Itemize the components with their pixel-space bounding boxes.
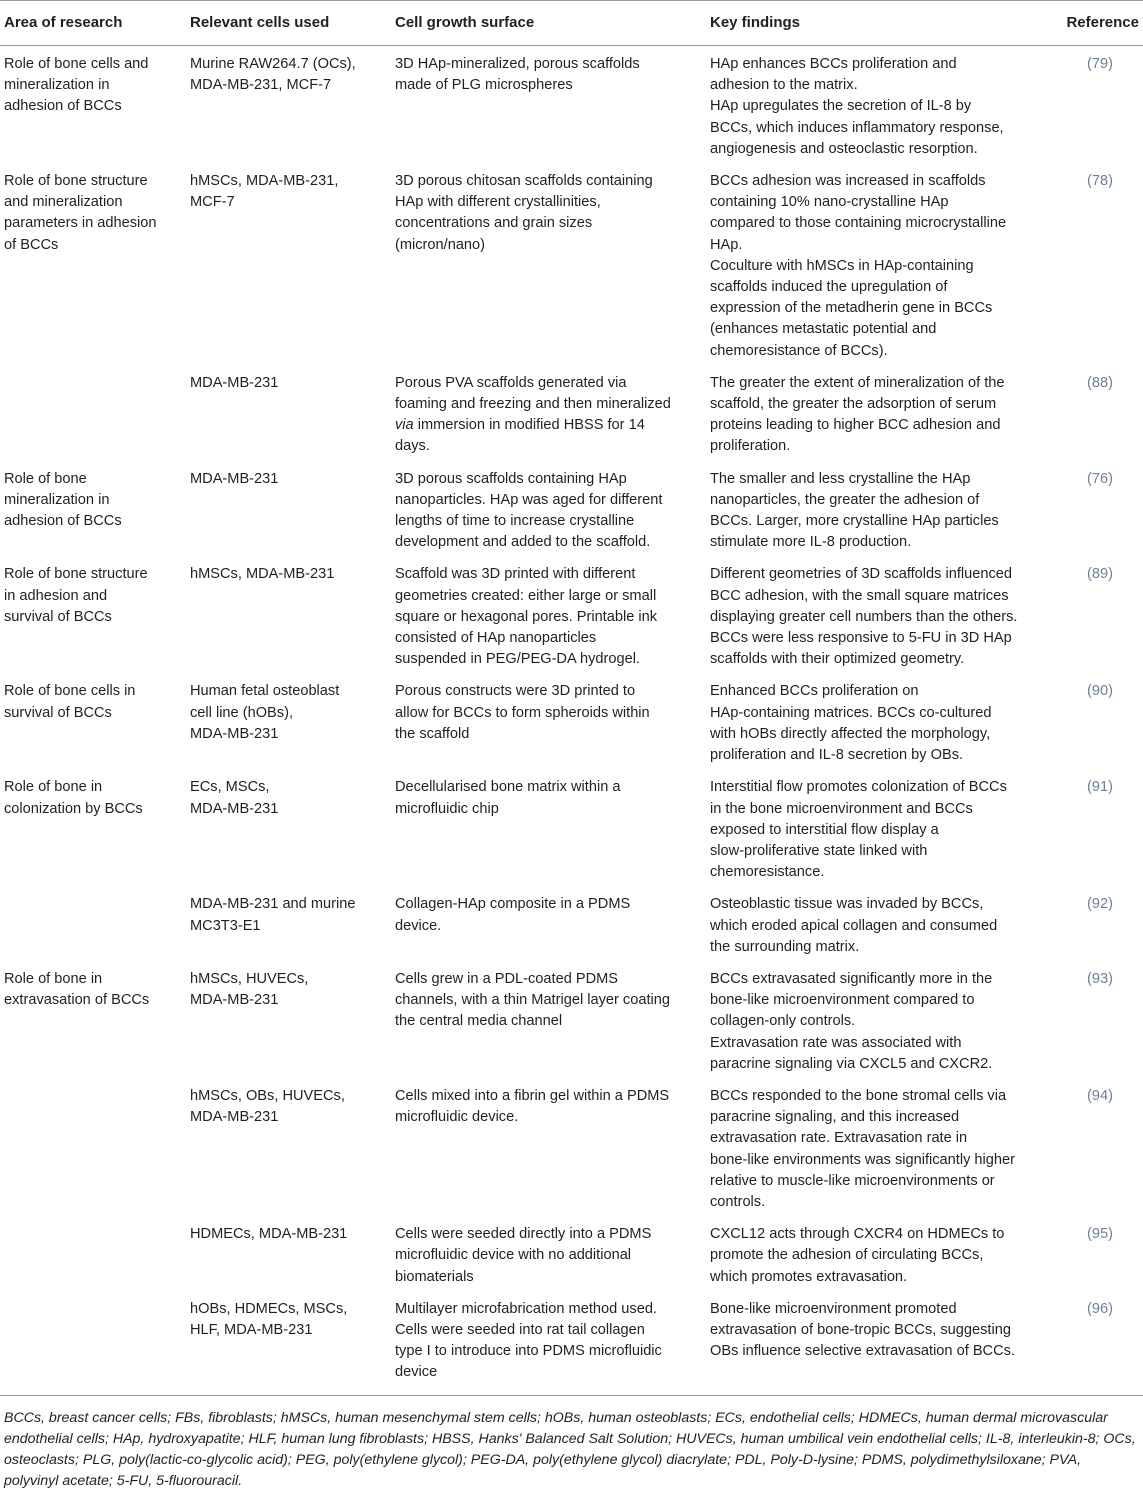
cell-line: foaming and freezing and then mineralized [395,396,671,413]
cell-reference[interactable]: (92) [1087,896,1113,913]
cell-line: hMSCs, OBs, HUVECs, [190,1087,345,1104]
cell-line: MDA-MB-231 [190,725,279,742]
table-row [0,562,1143,679]
cell-line: with hOBs directly affected the morphology, [710,725,991,742]
cell-line: made of PLG microspheres [395,77,573,94]
cell-line: exposed to interstitial flow display a [710,821,939,838]
cell-line: Scaffold was 3D printed with different [395,566,636,583]
cell-line: CXCL12 acts through CXCR4 on HDMECs to [710,1226,1005,1243]
cell-line: development and added to the scaffold. [395,534,651,551]
table-footnote: BCCs, breast cancer cells; FBs, fibroblasts; hMSCs, human mesenchymal stem cells; hOBs, human osteoblasts; ECs, endothelial cells; HDMECs, human dermal microvascular endothelial cells; HAp, hydroxyapatite; HLF, human lung fibroblasts; HBSS, Hanks' Balanced Salt Solution; HUVECs, human umbilical vein endothelial cells; IL-8, interleukin-8; OCs, osteoclasts; PLG, poly(lactic-co-glycolic acid); PEG, poly(ethylene glycol); PEG-DA, poly(ethylene glycol) diacrylate; PDL, Poly-D-lysine; PDMS, polydimethylsiloxane; PVA, polyvinyl acetate; 5-FU, 5-fluorouracil. [0,1395,1143,1492]
cell-line: Bone-like microenvironment promoted [710,1300,957,1317]
cell-surface [391,775,706,892]
cell-line: of BCCs [4,236,59,253]
cell-line: adhesion of BCCs [4,98,122,115]
cell-area [0,371,186,467]
cell-line: Cells grew in a PDL-coated PDMS [395,970,619,987]
cell-line: Role of bone cells and [4,56,149,72]
cell-line: promote the adhesion of circulating BCCs, [710,1247,984,1264]
cell-line: collagen-only controls. [710,1013,856,1030]
table-row [0,967,1143,1084]
table-body [0,46,1143,1393]
cell-surface [391,892,706,967]
cell-reference[interactable]: (95) [1087,1226,1113,1243]
table-row [0,169,1143,371]
cell-line: relative to muscle-like microenvironments or [710,1172,995,1189]
cell-line: Osteoblastic tissue was invaded by BCCs, [710,896,984,913]
cell-line: MCF-7 [190,194,235,211]
cell-line: proteins leading to higher BCC adhesion and [710,417,1001,434]
cell-line: (micron/nano) [395,236,486,253]
cell-line: days. [395,438,430,455]
cell-line: which promotes extravasation. [710,1268,908,1285]
header-findings: Key findings [706,1,1046,46]
cell-line: Role of bone in [4,970,103,987]
cell-line: extravasation of bone-tropic BCCs, suggesting [710,1321,1011,1338]
cell-line: the central media channel [395,1013,563,1030]
cell-line: microfluidic chip [395,800,499,817]
cell-line: Cells were seeded directly into a PDMS [395,1226,652,1243]
cell-line: (enhances metastatic potential and [710,321,937,338]
cell-line: extravasation rate. Extravasation rate in [710,1130,968,1147]
cell-line: device [395,1364,438,1381]
cell-line: Coculture with hMSCs in HAp-containing [710,257,974,274]
cell-area [0,562,186,679]
cell-line: Interstitial flow promotes colonization of BCCs [710,779,1007,796]
cell-area [0,1297,186,1393]
cell-findings [706,892,1046,967]
cell-line: MDA-MB-231 [190,992,279,1009]
table-row [0,467,1143,563]
cell-line: mineralization in [4,491,110,508]
table-row [0,46,1143,170]
cell-line: channels, with a thin Matrigel layer coating [395,992,670,1009]
cell-cells [186,562,391,679]
cell-line: survival of BCCs [4,704,112,721]
cell-line: type I to introduce into PDMS microfluidic [395,1343,662,1360]
cell-surface [391,46,706,170]
cell-line: suspended in PEG/PEG-DA hydrogel. [395,651,640,668]
cell-reference[interactable]: (79) [1087,56,1113,72]
cell-line: survival of BCCs [4,608,112,625]
cell-line: 3D porous chitosan scaffolds containing [395,173,653,190]
cell-line: HDMECs, MDA-MB-231 [190,1226,348,1243]
cell-line: angiogenesis and osteoclastic resorption. [710,140,978,157]
cell-line: slow-proliferative state linked with [710,842,928,859]
cell-line: parameters in adhesion [4,215,157,232]
cell-line: biomaterials [395,1268,474,1285]
cell-findings [706,775,1046,892]
cell-line: HLF, MDA-MB-231 [190,1321,313,1338]
cell-surface [391,371,706,467]
cell-area [0,679,186,775]
cell-line: controls. [710,1193,766,1210]
cell-area [0,967,186,1084]
cell-line: Different geometries of 3D scaffolds influenced [710,566,1013,583]
cell-line: microfluidic device. [395,1109,519,1126]
cell-cells [186,46,391,170]
cell-area [0,892,186,967]
cell-area [0,775,186,892]
table-row [0,679,1143,775]
cell-line: scaffolds induced the upregulation of [710,279,948,296]
cell-line: adhesion to the matrix. [710,77,858,94]
cell-line: concentrations and grain sizes [395,215,593,232]
cell-line: and mineralization [4,194,123,211]
cell-reference[interactable]: (91) [1087,779,1113,796]
cell-line: colonization by BCCs [4,800,143,817]
cell-line: Cells mixed into a fibrin gel within a PDMS [395,1087,670,1104]
cell-surface [391,1084,706,1222]
cell-line: the surrounding matrix. [710,938,860,955]
cell-cells [186,892,391,967]
cell-line: hMSCs, MDA-MB-231 [190,566,335,583]
cell-line: which eroded apical collagen and consumed [710,917,998,934]
cell-line: in adhesion and [4,587,108,604]
cell-surface [391,467,706,563]
cell-line: Role of bone in [4,779,103,796]
cell-findings [706,679,1046,775]
table-row [0,371,1143,467]
cell-line: Multilayer microfabrication method used. [395,1300,657,1317]
cell-reference[interactable]: (93) [1087,970,1113,987]
cell-findings [706,371,1046,467]
cell-cells [186,679,391,775]
cell-surface [391,1222,706,1297]
cell-line: microfluidic device with no additional [395,1247,632,1264]
cell-line: lengths of time to increase crystalline [395,513,635,530]
cell-line: hMSCs, MDA-MB-231, [190,173,339,190]
cell-cells [186,1222,391,1297]
cell-cells [186,169,391,371]
cell-line: Role of bone cells in [4,683,136,700]
cell-area [0,169,186,371]
cell-line: consisted of HAp nanoparticles [395,630,597,647]
header-cells: Relevant cells used [186,1,391,46]
cell-line: nanoparticles, the greater the adhesion of [710,491,980,508]
cell-line: bone-like microenvironment compared to [710,992,975,1009]
cell-line: adhesion of BCCs [4,513,122,530]
cell-line: BCC adhesion, with the small square matrices [710,587,1009,604]
cell-line: BCCs adhesion was increased in scaffolds [710,173,986,190]
cell-line: Role of bone structure [4,173,148,190]
cell-line: stimulate more IL-8 production. [710,534,912,551]
cell-line: the scaffold [395,725,470,742]
cell-line: mineralization in [4,77,110,94]
cell-findings [706,467,1046,563]
cell-cells [186,775,391,892]
cell-line: BCCs. Larger, more crystalline HAp particles [710,513,999,530]
cell-line: MDA-MB-231 [190,374,279,391]
cell-cells [186,1084,391,1222]
cell-line: Decellularised bone matrix within a [395,779,621,796]
cell-line: Porous PVA scaffolds generated via [395,374,627,391]
italic-word: via [395,417,414,434]
cell-reference[interactable]: (89) [1087,566,1113,583]
cell-line: OBs influence selective extravasation of BCCs. [710,1343,1015,1360]
cell-surface [391,169,706,371]
cell-line: BCCs extravasated significantly more in the [710,970,993,987]
cell-line: MDA-MB-231, MCF-7 [190,77,332,94]
cell-cells [186,967,391,1084]
cell-reference[interactable]: (88) [1087,374,1113,391]
cell-line: BCCs were less responsive to 5-FU in 3D HAp [710,630,1012,647]
cell-line: MDA-MB-231 [190,800,279,817]
cell-findings [706,169,1046,371]
table-row [0,1084,1143,1222]
cell-line: MDA-MB-231 [190,1109,279,1126]
cell-line: Porous constructs were 3D printed to [395,683,636,700]
cell-line: allow for BCCs to form spheroids within [395,704,650,721]
cell-line: paracrine signaling via CXCL5 and CXCR2. [710,1055,993,1072]
table-row [0,1222,1143,1297]
cell-line: containing 10% nano-crystalline HAp [710,194,949,211]
cell-line: square or hexagonal pores. Printable ink [395,608,658,625]
table-row [0,775,1143,892]
cell-findings [706,1297,1046,1393]
cell-line: device. [395,917,442,934]
header-surface: Cell growth surface [391,1,706,46]
cell-line: HAp upregulates the secretion of IL-8 by [710,98,972,115]
cell-line: HAp-containing matrices. BCCs co-cultured [710,704,992,721]
cell-area [0,46,186,170]
cell-line: paracrine signaling, and this increased [710,1109,960,1126]
cell-line: in the bone microenvironment and BCCs [710,800,973,817]
cell-reference[interactable]: (96) [1087,1300,1113,1317]
cell-line: displaying greater cell numbers than the others. [710,608,1018,625]
cell-line: compared to those containing microcrystalline [710,215,1007,232]
cell-line: Murine RAW264.7 (OCs), [190,56,356,72]
header-row [0,1,1143,46]
cell-findings [706,46,1046,170]
cell-line: BCCs responded to the bone stromal cells via [710,1087,1007,1104]
cell-line: The greater the extent of mineralization of the [710,374,1005,391]
cell-line: bone-like environments was significantly higher [710,1151,1016,1168]
cell-line: nanoparticles. HAp was aged for different [395,491,663,508]
cell-cells [186,1297,391,1393]
cell-line: Collagen-HAp composite in a PDMS [395,896,631,913]
cell-line: cell line (hOBs), [190,704,293,721]
cell-line: 3D HAp-mineralized, porous scaffolds [395,56,640,72]
cell-line: MDA-MB-231 [190,470,279,487]
cell-cells [186,371,391,467]
cell-line: HAp enhances BCCs proliferation and [710,56,957,72]
cell-findings [706,1222,1046,1297]
cell-line: HAp with different crystallinities, [395,194,601,211]
cell-findings [706,562,1046,679]
cell-line: Enhanced BCCs proliferation on [710,683,919,700]
cell-surface [391,562,706,679]
cell-surface [391,967,706,1084]
cell-line: extravasation of BCCs [4,992,150,1009]
cell-line: Role of bone structure [4,566,148,583]
cell-line: via immersion in modified HBSS for 14 [395,417,645,434]
table-row [0,1297,1143,1393]
cell-line: Role of bone [4,470,87,487]
cell-line: scaffolds with their optimized geometry. [710,651,965,668]
cell-surface [391,1297,706,1393]
cell-findings [706,967,1046,1084]
cell-reference[interactable]: (76) [1087,470,1113,487]
cell-line: BCCs, which induces inflammatory response, [710,119,1004,136]
cell-reference[interactable]: (90) [1087,683,1113,700]
cell-area [0,1084,186,1222]
cell-line: scaffold, the greater the adsorption of serum [710,396,997,413]
cell-reference[interactable]: (94) [1087,1087,1113,1104]
cell-surface [391,679,706,775]
cell-line: hMSCs, HUVECs, [190,970,309,987]
table-row [0,892,1143,967]
cell-line: chemoresistance of BCCs). [710,342,888,359]
cell-area [0,467,186,563]
cell-line: Extravasation rate was associated with [710,1034,962,1051]
cell-findings [706,1084,1046,1222]
cell-reference[interactable]: (78) [1087,173,1113,190]
cell-line: Human fetal osteoblast [190,683,340,700]
header-reference: Reference [1046,1,1143,46]
cell-line: chemoresistance. [710,864,825,881]
cell-line: geometries created: either large or small [395,587,657,604]
cell-line: 3D porous scaffolds containing HAp [395,470,627,487]
cell-line: The smaller and less crystalline the HAp [710,470,971,487]
cell-line: MC3T3-E1 [190,917,261,934]
cell-cells [186,467,391,563]
cell-line: ECs, MSCs, [190,779,270,796]
cell-line: Cells were seeded into rat tail collagen [395,1321,645,1338]
cell-line: proliferation and IL-8 secretion by OBs. [710,747,964,764]
cell-line: MDA-MB-231 and murine [190,896,356,913]
cell-line: HAp. [710,236,743,253]
cell-line: hOBs, HDMECs, MSCs, [190,1300,348,1317]
cell-area [0,1222,186,1297]
cell-line: expression of the metadherin gene in BCCs [710,300,993,317]
cell-line: proliferation. [710,438,791,455]
header-area: Area of research [0,1,186,46]
